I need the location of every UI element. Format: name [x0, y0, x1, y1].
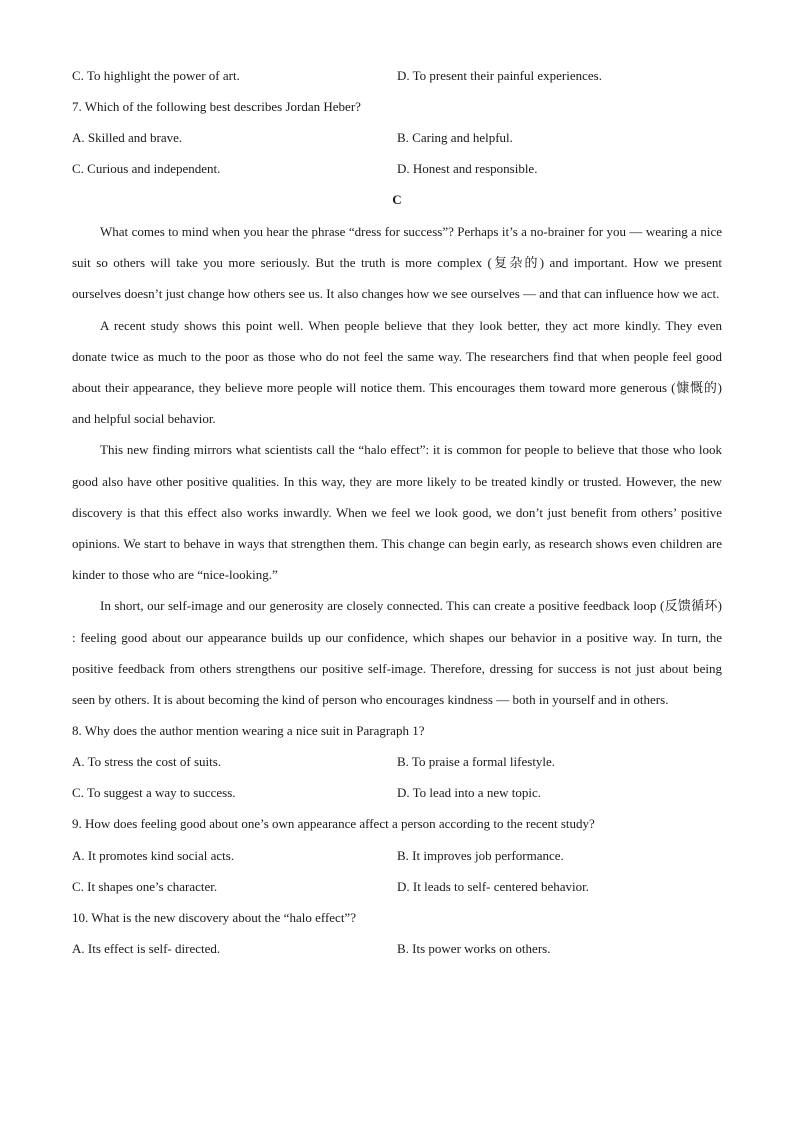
q6-options-row-2	[72, 60, 722, 91]
q9-options-row-1	[72, 840, 722, 871]
q10-option-a: A. Its effect is self- directed.	[72, 941, 221, 957]
passage-paragraph-1: What comes to mind when you hear the phrase “dress for success”? Perhaps it’s a no-brainer for you — wearing a nice suit so others will take you more seriously. But the truth is more complex (复杂的) and important. How we present ourselves doesn’t just change how others see us. It also changes how we see ourselves — and that can influence how we act.	[72, 223, 722, 302]
q8-options-row-2	[72, 778, 722, 809]
passage-paragraph-3: This new finding mirrors what scientists call the “halo effect”: it is common for people to believe that those who look good also have other positive qualities. In this way, they are more likely to be treated kindly or trusted. However, the new discovery is that this effect also works inwardly. When we feel we look good, we don’t just benefit from others’ positive opinions. We start to behave in ways that strengthen them. This change can begin early, as research shows even children are kinder to those who are “nice-looking.”	[72, 442, 722, 583]
q9-option-c: C. It shapes one’s character.	[72, 878, 218, 894]
q10-option-b: B. Its power works on others.	[397, 941, 551, 957]
q8-question: 8. Why does the author mention wearing a nice suit in Paragraph 1?	[72, 722, 425, 738]
q7-option-b: B. Caring and helpful.	[397, 129, 513, 145]
q7-option-d: D. Honest and responsible.	[397, 161, 538, 177]
q8-option-a: A. To stress the cost of suits.	[72, 753, 222, 769]
passage-paragraph-4: In short, our self-image and our generosity are closely connected. This can create a positive feedback loop (反馈循环) : feeling good about our appearance builds up our confidence, which shapes our behavior in a positive way. In turn, the positive feedback from others strengthens our positive self-image. Therefore, dressing for success is not just about being seen by others. It is about becoming the kind of person who encourages kindness — both in yourself and in others.	[72, 598, 722, 707]
q9-option-d: D. It leads to self- centered behavior.	[397, 878, 590, 894]
q10-options-row-1	[72, 934, 722, 965]
q9-option-b: B. It improves job performance.	[397, 847, 564, 863]
q9-question: 9. How does feeling good about one’s own appearance affect a person according to the recent study?	[72, 816, 595, 832]
q9-options-row-2	[72, 871, 722, 902]
q6-option-d: D. To present their painful experiences.	[397, 67, 602, 83]
q8-option-d: D. To lead into a new topic.	[397, 785, 541, 801]
q7-options-row-2	[72, 154, 722, 185]
q10-question: 10. What is the new discovery about the “halo effect”?	[72, 909, 356, 925]
q6-option-c: C. To highlight the power of art.	[72, 67, 240, 83]
q7-options-row-1	[72, 122, 722, 153]
section-title: C	[392, 192, 402, 208]
q8-options-row-1	[72, 746, 722, 777]
q7-option-c: C. Curious and independent.	[72, 161, 221, 177]
q8-option-b: B. To praise a formal lifestyle.	[397, 753, 556, 769]
passage-paragraph-2: A recent study shows this point well. When people believe that they look better, they act more kindly. They even donate twice as much to the poor as those who do not feel the same way. The researchers find that when people feel good about their appearance, they believe more people will notice them. This encourages them toward more generous (慷慨的) and helpful social behavior.	[72, 317, 722, 427]
document-page	[72, 60, 722, 965]
q9-option-a: A. It promotes kind social acts.	[72, 847, 235, 863]
q8-option-c: C. To suggest a way to success.	[72, 785, 236, 801]
q7-option-a: A. Skilled and brave.	[72, 129, 183, 145]
q7-question: 7. Which of the following best describes Jordan Heber?	[72, 98, 361, 114]
